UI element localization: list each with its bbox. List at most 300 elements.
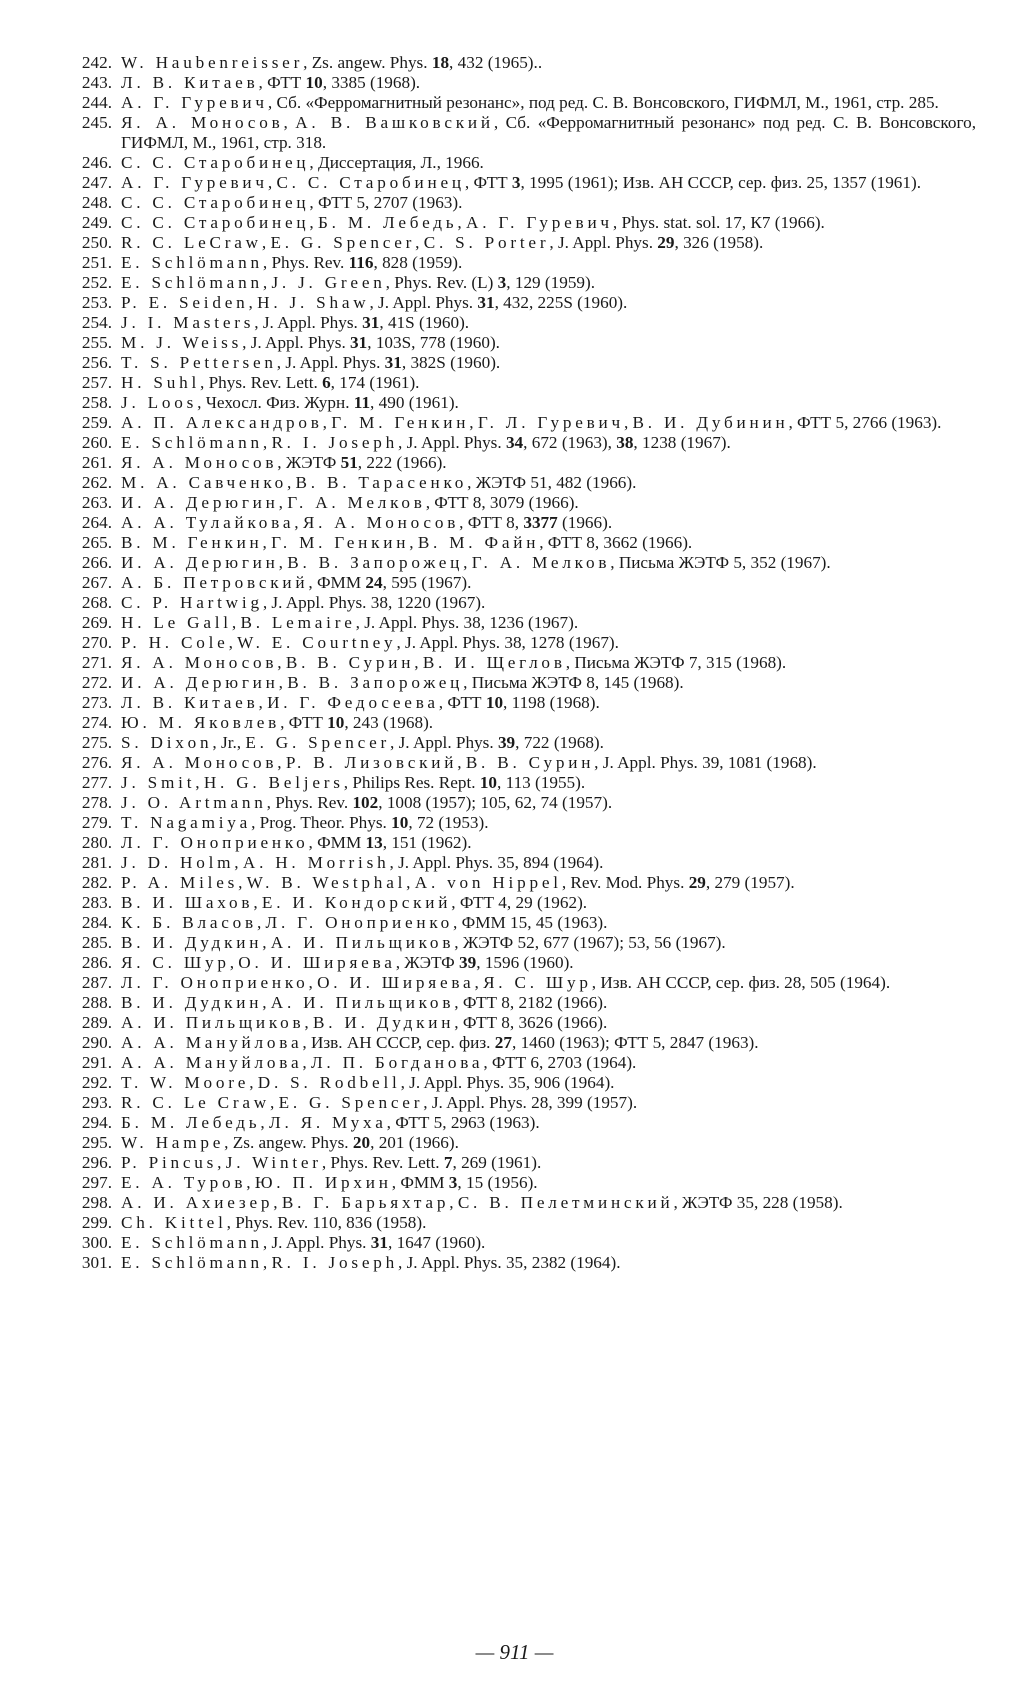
reference-entry bbox=[76, 793, 976, 813]
reference-entry bbox=[76, 1193, 976, 1213]
citation-text: , 113 (1955). bbox=[497, 773, 586, 792]
citation-text: , bbox=[253, 893, 262, 912]
reference-text bbox=[121, 1153, 976, 1173]
author-name: А. И. Пильщиков bbox=[270, 993, 455, 1012]
reference-number: 295. bbox=[81, 1133, 112, 1152]
reference-number: 262. bbox=[81, 473, 112, 492]
citation-text: , 3385 (1968). bbox=[322, 73, 421, 92]
author-name: Л. Г. Оноприенко bbox=[265, 913, 454, 932]
citation-text: , bbox=[262, 273, 272, 292]
reference-text bbox=[121, 773, 976, 793]
reference-number: 264. bbox=[81, 513, 112, 532]
reference-text bbox=[121, 873, 976, 893]
volume-number: 39 bbox=[497, 733, 516, 752]
author-name: E. Schlömann bbox=[121, 273, 263, 292]
author-name: Г. М. Генкин bbox=[331, 413, 470, 432]
reference-number: 253. bbox=[81, 293, 112, 312]
citation-text: , bbox=[457, 213, 467, 232]
citation-text: , bbox=[457, 753, 466, 772]
author-name: А. И. Пильщиков bbox=[121, 1013, 305, 1032]
reference-text bbox=[121, 1173, 976, 1193]
author-name: Я. А. Моносов bbox=[121, 113, 284, 132]
reference-entry bbox=[76, 313, 976, 333]
citation-text: , J. Appl. Phys. 35, 906 (1964). bbox=[400, 1073, 615, 1092]
author-name: Я. А. Моносов bbox=[302, 513, 460, 532]
citation-text: , ФТТ bbox=[258, 73, 306, 92]
author-name: E. Schlömann bbox=[121, 433, 263, 452]
author-name: Г. Л. Гуревич bbox=[477, 413, 624, 432]
citation-text: , 15 (1956). bbox=[457, 1173, 538, 1192]
author-name: В. М. Файн bbox=[417, 533, 540, 552]
reference-number: 243. bbox=[81, 73, 112, 92]
author-name: P. H. Cole bbox=[121, 633, 229, 652]
volume-number: 34 bbox=[505, 433, 524, 452]
citation-text: , 595 (1967). bbox=[382, 573, 472, 592]
reference-text bbox=[121, 753, 976, 773]
reference-text bbox=[121, 853, 976, 873]
author-name: В. И. Дудкин bbox=[121, 933, 263, 952]
reference-text bbox=[121, 813, 976, 833]
author-name: J. J. Green bbox=[271, 273, 386, 292]
author-name: Я. А. Моносов bbox=[121, 453, 278, 472]
author-name: C. S. Porter bbox=[423, 233, 550, 252]
citation-text: , bbox=[623, 413, 633, 432]
reference-entry bbox=[76, 513, 976, 533]
volume-number: 13 bbox=[365, 833, 383, 852]
reference-number: 292. bbox=[81, 1073, 112, 1092]
author-name: Л. В. Китаев bbox=[121, 73, 259, 92]
author-name: Л. Я. Муха bbox=[269, 1113, 387, 1132]
author-name: И. А. Дерюгин bbox=[121, 493, 279, 512]
reference-text bbox=[121, 253, 976, 273]
citation-text: , ФММ bbox=[308, 573, 366, 592]
volume-number: 31 bbox=[384, 353, 402, 372]
citation-text: , 722 (1968). bbox=[515, 733, 604, 752]
author-name: J. Winter bbox=[225, 1153, 322, 1172]
citation-text: , bbox=[267, 173, 277, 192]
author-name: M. J. Weiss bbox=[121, 333, 243, 352]
author-name: И. А. Дерюгин bbox=[121, 673, 279, 692]
author-name: E. Schlömann bbox=[121, 1233, 263, 1252]
reference-entry bbox=[76, 713, 976, 733]
citation-text: , bbox=[217, 1153, 226, 1172]
reference-entry bbox=[76, 773, 976, 793]
author-name: А. И. Пильщиков bbox=[270, 933, 455, 952]
volume-number: 6 bbox=[322, 373, 331, 392]
citation-text: , bbox=[304, 1013, 314, 1032]
reference-entry bbox=[76, 913, 976, 933]
volume-number: 10 bbox=[479, 773, 498, 792]
reference-number: 283. bbox=[81, 893, 112, 912]
citation-text: , Phys. Rev. Lett. bbox=[321, 1153, 444, 1172]
author-name: H. Suhl bbox=[121, 373, 201, 392]
reference-entry bbox=[76, 593, 976, 613]
reference-text bbox=[121, 1133, 976, 1153]
reference-text bbox=[121, 53, 976, 73]
reference-entry bbox=[76, 1013, 976, 1033]
citation-text: , J. Appl. Phys. 35, 894 (1964). bbox=[389, 853, 604, 872]
citation-text: , Изв. АН СССР, сер. физ. 28, 505 (1964). bbox=[591, 973, 891, 992]
reference-number: 244. bbox=[81, 93, 112, 112]
reference-number: 271. bbox=[81, 653, 112, 672]
citation-text: , Сб. «Ферромагнитный резонанс», под ред. С. В. Вонсовского, ГИФМЛ, М., 1961, стр. 285. bbox=[267, 93, 939, 112]
volume-number: 31 bbox=[350, 333, 368, 352]
reference-text bbox=[121, 1213, 976, 1233]
author-name: H. J. Shaw bbox=[257, 293, 370, 312]
reference-number: 284. bbox=[81, 913, 112, 932]
author-name: E. G. Spencer bbox=[270, 233, 416, 252]
citation-text: , J. Appl. Phys. bbox=[549, 233, 658, 252]
citation-text: , 174 (1961). bbox=[330, 373, 420, 392]
reference-text bbox=[121, 333, 976, 353]
author-name: Ю. М. Яковлев bbox=[121, 713, 281, 732]
volume-number: 31 bbox=[477, 293, 495, 312]
citation-text: , 279 (1957). bbox=[705, 873, 795, 892]
citation-text: , bbox=[261, 233, 271, 252]
citation-text: , ФММ bbox=[308, 833, 366, 852]
reference-number: 246. bbox=[81, 153, 112, 172]
reference-number: 301. bbox=[81, 1253, 112, 1272]
citation-text: , J. Appl. Phys. bbox=[390, 733, 498, 752]
reference-entry bbox=[76, 153, 976, 173]
reference-list bbox=[76, 53, 976, 1273]
reference-number: 277. bbox=[81, 773, 112, 792]
reference-text bbox=[121, 793, 976, 813]
author-name: С. С. Старобинец bbox=[121, 213, 310, 232]
reference-entry bbox=[76, 1173, 976, 1193]
volume-number: 10 bbox=[391, 813, 409, 832]
reference-entry bbox=[76, 533, 976, 553]
reference-number: 268. bbox=[81, 593, 112, 612]
citation-text: , bbox=[262, 933, 271, 952]
citation-text: , Phys. Rev. (L) bbox=[385, 273, 498, 292]
author-name: В. И. Дудкин bbox=[121, 993, 263, 1012]
citation-text: , bbox=[278, 493, 288, 512]
author-name: R. C. LeCraw bbox=[121, 233, 262, 252]
reference-number: 256. bbox=[81, 353, 112, 372]
citation-text: , 72 (1953). bbox=[408, 813, 489, 832]
reference-entry bbox=[76, 233, 976, 253]
citation-text: , bbox=[286, 473, 296, 492]
citation-text: , bbox=[302, 1053, 311, 1072]
reference-entry bbox=[76, 213, 976, 233]
author-name: E. G. Spencer bbox=[245, 733, 391, 752]
reference-text bbox=[121, 193, 976, 213]
author-name: В. И. Щеглов bbox=[422, 653, 566, 672]
reference-text bbox=[121, 1093, 976, 1113]
citation-text: , J. Appl. Phys. 39, 1081 (1968). bbox=[594, 753, 817, 772]
citation-text: , J. Appl. Phys. bbox=[398, 433, 506, 452]
citation-text: , 1008 (1957); 105, 62, 74 (1957). bbox=[378, 793, 613, 812]
citation-text: , ФТТ 5, 2963 (1963). bbox=[386, 1113, 540, 1132]
author-name: Я. С. Шур bbox=[483, 973, 592, 992]
author-name: С. С. Старобинец bbox=[121, 153, 310, 172]
reference-text bbox=[121, 1013, 976, 1033]
reference-number: 250. bbox=[81, 233, 112, 252]
reference-number: 265. bbox=[81, 533, 112, 552]
reference-number: 285. bbox=[81, 933, 112, 952]
reference-entry bbox=[76, 173, 976, 193]
volume-number: 10 bbox=[327, 713, 345, 732]
reference-number: 251. bbox=[81, 253, 112, 272]
citation-text: , bbox=[269, 1093, 279, 1112]
citation-text: , J. Appl. Phys. 38, 1278 (1967). bbox=[396, 633, 619, 652]
citation-text: , bbox=[278, 553, 288, 572]
citation-text: , ФТТ 8, 2182 (1966). bbox=[454, 993, 608, 1012]
volume-number: 38 bbox=[616, 433, 634, 452]
volume-number: 29 bbox=[688, 873, 706, 892]
reference-number: 242. bbox=[81, 53, 112, 72]
volume-number: 11 bbox=[353, 393, 371, 412]
volume-number: 31 bbox=[362, 313, 380, 332]
author-name: Ю. П. Ирхин bbox=[254, 1173, 392, 1192]
author-name: P. A. Miles bbox=[121, 873, 239, 892]
citation-text: , Phys. Rev. Lett. bbox=[200, 373, 323, 392]
citation-text: , ФТТ bbox=[280, 713, 328, 732]
citation-text: , 1647 (1960). bbox=[387, 1233, 486, 1252]
author-name: Л. П. Богданова bbox=[310, 1053, 484, 1072]
reference-entry bbox=[76, 853, 976, 873]
reference-number: 279. bbox=[81, 813, 112, 832]
citation-text: , bbox=[474, 973, 484, 992]
reference-entry bbox=[76, 693, 976, 713]
reference-entry bbox=[76, 1233, 976, 1253]
author-name: S. Dixon bbox=[121, 733, 213, 752]
reference-entry bbox=[76, 373, 976, 393]
reference-number: 297. bbox=[81, 1173, 112, 1192]
author-name: С. В. Пелетминский bbox=[457, 1193, 674, 1212]
citation-text: , 490 (1961). bbox=[370, 393, 459, 412]
reference-text bbox=[121, 233, 976, 253]
reference-text bbox=[121, 433, 976, 453]
author-name: А. А. Тулайкова bbox=[121, 513, 295, 532]
volume-number: 3 bbox=[497, 273, 507, 292]
reference-entry bbox=[76, 933, 976, 953]
reference-entry bbox=[76, 973, 976, 993]
author-name: D. S. Rodbell bbox=[257, 1073, 401, 1092]
reference-number: 282. bbox=[81, 873, 112, 892]
author-name: С. С. Старобинец bbox=[276, 173, 465, 192]
reference-text bbox=[121, 533, 976, 553]
citation-text: , Письма ЖЭТФ 8, 145 (1968). bbox=[463, 673, 684, 692]
reference-text bbox=[121, 933, 976, 953]
volume-number: 116 bbox=[348, 253, 374, 272]
reference-number: 259. bbox=[81, 413, 112, 432]
citation-text: , ФТТ 8, bbox=[459, 513, 524, 532]
reference-text bbox=[121, 1193, 976, 1213]
citation-text: , bbox=[406, 873, 415, 892]
citation-text: , J. Appl. Phys. bbox=[262, 1233, 371, 1252]
author-name: Г. А. Мелков bbox=[471, 553, 611, 572]
citation-text: , Письма ЖЭТФ 7, 315 (1968). bbox=[565, 653, 787, 672]
citation-text: , Phys. Rev. bbox=[262, 253, 349, 272]
citation-text: , ФММ 15, 45 (1963). bbox=[453, 913, 608, 932]
citation-text: , ФТТ 8, 3626 (1966). bbox=[454, 1013, 608, 1032]
reference-entry bbox=[76, 613, 976, 633]
citation-text: , Чехосл. Физ. Журн. bbox=[197, 393, 354, 412]
author-name: Я. С. Шур bbox=[121, 953, 230, 972]
reference-number: 274. bbox=[81, 713, 112, 732]
author-name: J. Loos bbox=[121, 393, 198, 412]
reference-text bbox=[121, 1253, 976, 1273]
author-name: W. Hampe bbox=[121, 1133, 225, 1152]
author-name: В. М. Генкин bbox=[121, 533, 263, 552]
author-name: В. В. Запорожец bbox=[287, 673, 464, 692]
reference-entry bbox=[76, 873, 976, 893]
citation-text: , bbox=[262, 993, 271, 1012]
reference-entry bbox=[76, 653, 976, 673]
citation-text: , bbox=[262, 533, 272, 552]
reference-number: 290. bbox=[81, 1033, 112, 1052]
reference-text bbox=[121, 93, 976, 113]
author-name: К. Б. Власов bbox=[121, 913, 257, 932]
volume-number: 18 bbox=[431, 53, 450, 72]
citation-text: , 222 (1966). bbox=[357, 453, 447, 472]
reference-text bbox=[121, 1113, 976, 1133]
citation-text: , 828 (1959). bbox=[373, 253, 463, 272]
author-name: И. А. Дерюгин bbox=[121, 553, 279, 572]
citation-text: , ЖЭТФ bbox=[277, 453, 341, 472]
citation-text: , bbox=[258, 693, 268, 712]
citation-text: , 1995 (1961); Изв. АН СССР, сер. физ. 25, 1357 (1961). bbox=[520, 173, 922, 192]
citation-text: , bbox=[277, 753, 286, 772]
reference-number: 278. bbox=[81, 793, 112, 812]
citation-text: , bbox=[249, 1073, 258, 1092]
author-name: Л. В. Китаев bbox=[121, 693, 259, 712]
citation-text: , J. Appl. Phys. 28, 399 (1957). bbox=[423, 1093, 638, 1112]
reference-text bbox=[121, 733, 976, 753]
citation-text: , ФТТ 5, 2766 (1963). bbox=[788, 413, 942, 432]
volume-number: 3 bbox=[448, 1173, 458, 1192]
reference-entry bbox=[76, 293, 976, 313]
citation-text: , ФТТ 8, 3662 (1966). bbox=[539, 533, 693, 552]
reference-text bbox=[121, 453, 976, 473]
reference-entry bbox=[76, 573, 976, 593]
citation-text: , bbox=[260, 1113, 270, 1132]
author-name: А. А. Мануйлова bbox=[121, 1053, 303, 1072]
reference-text bbox=[121, 293, 976, 313]
reference-text bbox=[121, 893, 976, 913]
citation-text: , 243 (1968). bbox=[344, 713, 434, 732]
reference-number: 245. bbox=[81, 113, 112, 132]
citation-text: , J. Appl. Phys. bbox=[254, 313, 363, 332]
reference-text bbox=[121, 653, 976, 673]
citation-text: , 1596 (1960). bbox=[476, 953, 574, 972]
reference-number: 261. bbox=[81, 453, 112, 472]
reference-entry bbox=[76, 553, 976, 573]
reference-number: 267. bbox=[81, 573, 112, 592]
volume-number: 7 bbox=[443, 1153, 453, 1172]
reference-entry bbox=[76, 273, 976, 293]
reference-number: 249. bbox=[81, 213, 112, 232]
volume-number: 24 bbox=[365, 573, 383, 592]
author-name: Л. Г. Оноприенко bbox=[121, 833, 309, 852]
reference-text bbox=[121, 353, 976, 373]
author-name: J. D. Holm bbox=[121, 853, 235, 872]
reference-entry bbox=[76, 1093, 976, 1113]
citation-text: , Письма ЖЭТФ 5, 352 (1967). bbox=[610, 553, 831, 572]
reference-entry bbox=[76, 433, 976, 453]
reference-number: 293. bbox=[81, 1093, 112, 1112]
reference-number: 275. bbox=[81, 733, 112, 752]
citation-text: , Изв. АН СССР, сер. физ. bbox=[302, 1033, 495, 1052]
reference-entry bbox=[76, 893, 976, 913]
reference-text bbox=[121, 693, 976, 713]
reference-entry bbox=[76, 413, 976, 433]
citation-text: , ФТТ bbox=[438, 693, 486, 712]
citation-text: , ЖЭТФ 35, 228 (1958). bbox=[673, 1193, 843, 1212]
reference-text bbox=[121, 953, 976, 973]
volume-number: 10 bbox=[305, 73, 323, 92]
citation-text: , Сб. «Ферромагнитный резонанс» под ред. С. В. Вонсовского, ГИФМЛ, М., 1961, стр. 318. bbox=[121, 113, 976, 152]
reference-entry bbox=[76, 1073, 976, 1093]
citation-text: , bbox=[248, 293, 258, 312]
reference-text bbox=[121, 313, 976, 333]
reference-entry bbox=[76, 993, 976, 1013]
author-name: R. I. Joseph bbox=[271, 433, 399, 452]
author-name: J. O. Artmann bbox=[121, 793, 267, 812]
reference-text bbox=[121, 833, 976, 853]
citation-text: , bbox=[449, 1193, 458, 1212]
citation-text: , bbox=[195, 773, 204, 792]
author-name: В. И. Дубинин bbox=[632, 413, 789, 432]
citation-text: , 432, 225S (1960). bbox=[494, 293, 628, 312]
citation-text: , 382S (1960). bbox=[401, 353, 501, 372]
citation-text: , bbox=[262, 433, 272, 452]
author-name: P. Pincus bbox=[121, 1153, 218, 1172]
citation-text: , Phys. Rev. bbox=[266, 793, 353, 812]
author-name: Г. А. Мелков bbox=[287, 493, 426, 512]
reference-entry bbox=[76, 813, 976, 833]
citation-text: , 201 (1966). bbox=[370, 1133, 459, 1152]
reference-entry bbox=[76, 473, 976, 493]
reference-entry bbox=[76, 453, 976, 473]
citation-text: , J. Appl. Phys. 38, 1220 (1967). bbox=[262, 593, 486, 612]
reference-entry bbox=[76, 1053, 976, 1073]
author-name: В. В. Тарасенко bbox=[295, 473, 468, 492]
citation-text: , bbox=[231, 613, 241, 632]
citation-text: , 432 (1965).. bbox=[449, 53, 543, 72]
reference-text bbox=[121, 913, 976, 933]
reference-number: 248. bbox=[81, 193, 112, 212]
reference-text bbox=[121, 273, 976, 293]
author-name: А. А. Мануйлова bbox=[121, 1033, 303, 1052]
citation-text: , 129 (1959). bbox=[506, 273, 596, 292]
citation-text: , bbox=[463, 553, 472, 572]
reference-text bbox=[121, 413, 976, 433]
citation-text: , 41S (1960). bbox=[379, 313, 470, 332]
reference-entry bbox=[76, 953, 976, 973]
author-name: H. Le Gall bbox=[121, 613, 232, 632]
citation-text: , bbox=[309, 213, 318, 232]
author-name: В. В. Запорожец bbox=[287, 553, 464, 572]
reference-text bbox=[121, 593, 976, 613]
citation-text: , bbox=[322, 413, 332, 432]
citation-text: , bbox=[228, 633, 238, 652]
reference-number: 296. bbox=[81, 1153, 112, 1172]
author-name: E. Schlömann bbox=[121, 1253, 263, 1272]
reference-number: 258. bbox=[81, 393, 112, 412]
volume-number: 31 bbox=[370, 1233, 388, 1252]
citation-text: , 326 (1958). bbox=[674, 233, 764, 252]
author-name: И. Г. Федосеева bbox=[267, 693, 439, 712]
author-name: О. И. Ширяева bbox=[238, 953, 396, 972]
citation-text: , Prog. Theor. Phys. bbox=[251, 813, 392, 832]
citation-text: , 1198 (1968). bbox=[503, 693, 600, 712]
citation-text: , Jr., bbox=[212, 733, 246, 752]
citation-text: , Zs. angew. Phys. bbox=[303, 53, 432, 72]
citation-text: , ФТТ 6, 2703 (1964). bbox=[483, 1053, 637, 1072]
